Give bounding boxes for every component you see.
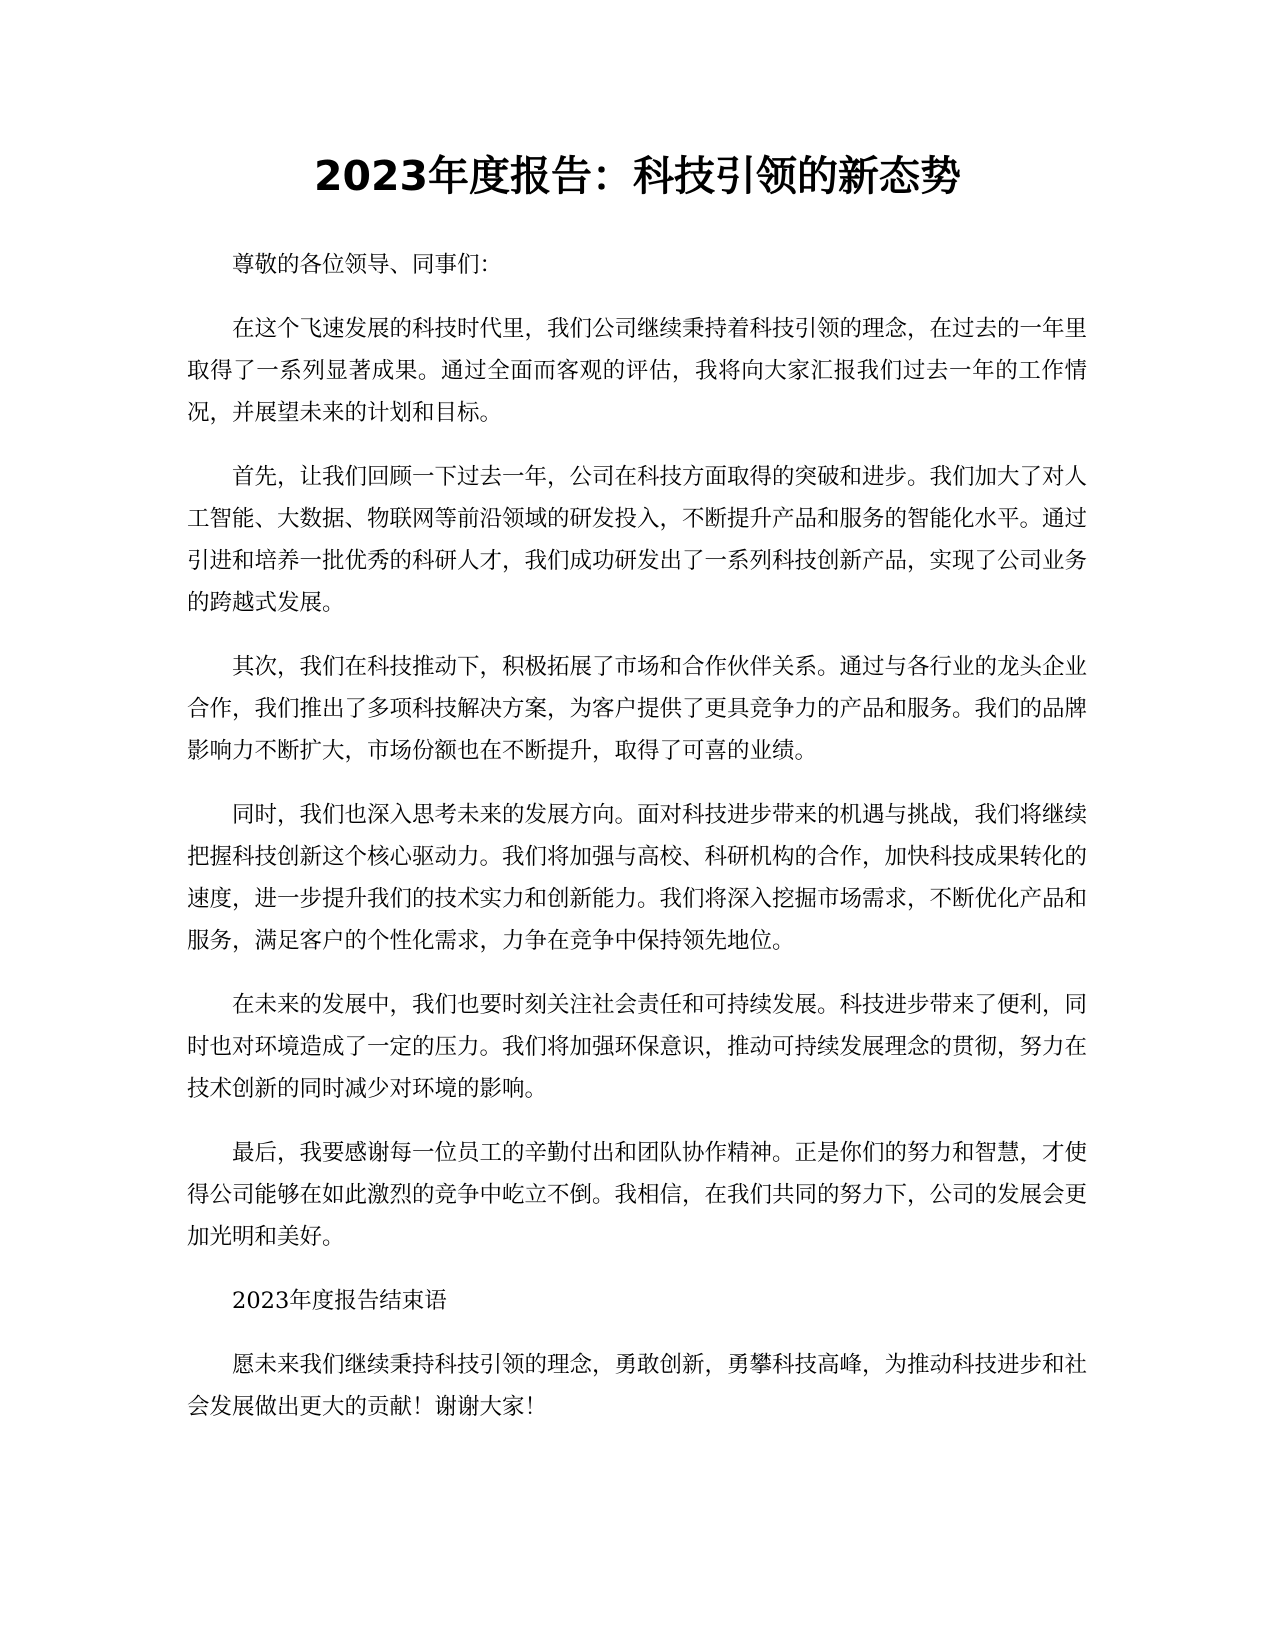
paragraph-thanks: 最后，我要感谢每一位员工的辛勤付出和团队协作精神。正是你们的努力和智慧，才使得公司能够在如此激烈的竞争中屹立不倒。我相信，在我们共同的努力下，公司的发展会更加光明和美好。 [187,1140,1088,1250]
document-body [187,244,1087,1450]
paragraph-salutation: 尊敬的各位领导、同事们： [232,252,503,278]
paragraph-market: 其次，我们在科技推动下，积极拓展了市场和合作伙伴关系。通过与各行业的龙头企业合作，我们推出了多项科技解决方案，为客户提供了更具竞争力的产品和服务。我们的品牌影响力不断扩大，市场份额也在不断提升，取得了可喜的业绩。 [187,654,1088,764]
paragraph-review: 首先，让我们回顾一下过去一年，公司在科技方面取得的突破和进步。我们加大了对人工智能、大数据、物联网等前沿领域的研发投入，不断提升产品和服务的智能化水平。通过引进和培养一批优秀的科研人才，我们成功研发出了一系列科技创新产品，实现了公司业务的跨越式发展。 [187,464,1088,616]
paragraph-intro: 在这个飞速发展的科技时代里，我们公司继续秉持着科技引领的理念，在过去的一年里取得了一系列显著成果。通过全面而客观的评估，我将向大家汇报我们过去一年的工作情况，并展望未来的计划和目标。 [187,316,1088,426]
section-heading-closing: 2023年度报告结束语 [232,1288,447,1314]
paragraph-responsibility: 在未来的发展中，我们也要时刻关注社会责任和可持续发展。科技进步带来了便利，同时也对环境造成了一定的压力。我们将加强环保意识，推动可持续发展理念的贯彻，努力在技术创新的同时减少对环境的影响。 [187,992,1088,1102]
paragraph-closing: 愿未来我们继续秉持科技引领的理念，勇敢创新，勇攀科技高峰，为推动科技进步和社会发展做出更大的贡献！谢谢大家！ [187,1352,1088,1420]
paragraph-future: 同时，我们也深入思考未来的发展方向。面对科技进步带来的机遇与挑战，我们将继续把握科技创新这个核心驱动力。我们将加强与高校、科研机构的合作，加快科技成果转化的速度，进一步提升我们的技术实力和创新能力。我们将深入挖掘市场需求，不断优化产品和服务，满足客户的个性化需求，力争在竞争中保持领先地位。 [187,802,1088,954]
document-title: 2023年度报告：科技引领的新态势 [313,152,962,200]
